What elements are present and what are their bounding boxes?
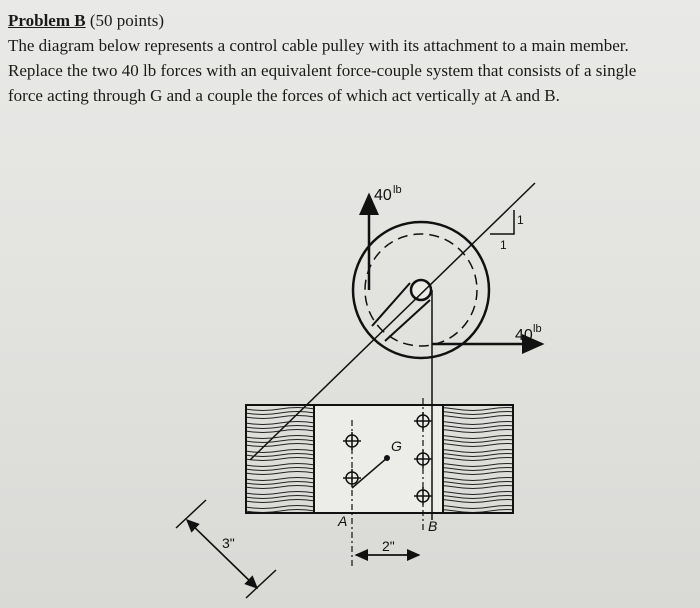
slope-indicator <box>490 210 524 252</box>
point-a-label: A <box>338 513 348 529</box>
problem-title: Problem B <box>8 11 86 30</box>
pulley-pin <box>411 280 431 300</box>
slope-run: 1 <box>500 238 507 252</box>
dimension-3in <box>176 500 276 598</box>
slope-triangle <box>490 210 514 234</box>
point-g-dot <box>384 455 390 461</box>
point-b-label: B <box>428 518 438 534</box>
pulley <box>353 222 489 358</box>
dim-3-line-back <box>187 520 257 588</box>
problem-line-1: The diagram below represents a control cable pulley with its attachment to a main member. <box>8 36 629 55</box>
wood-left <box>246 405 314 513</box>
dimension-2in <box>356 538 419 555</box>
dim-3-label: 3" <box>222 535 235 551</box>
main-member <box>246 405 513 513</box>
point-g-label: G <box>391 438 402 454</box>
dim-2-label: 2" <box>382 538 395 554</box>
problem-line-3: force acting through G and a couple the forces of which act vertically at A and B. <box>8 86 560 105</box>
wood-right <box>443 405 513 513</box>
slope-rise: 1 <box>517 213 524 227</box>
problem-points: (50 points) <box>89 11 164 30</box>
dim-3-ext-2 <box>246 570 276 598</box>
force-horizontal-unit: lb <box>533 323 542 335</box>
force-vertical-label: 40 <box>374 187 392 204</box>
force-horizontal-label: 40 <box>515 327 533 344</box>
force-vertical-unit: lb <box>393 184 402 196</box>
problem-line-2: Replace the two 40 lb forces with an equivalent force-couple system that consists of a single <box>8 61 637 80</box>
